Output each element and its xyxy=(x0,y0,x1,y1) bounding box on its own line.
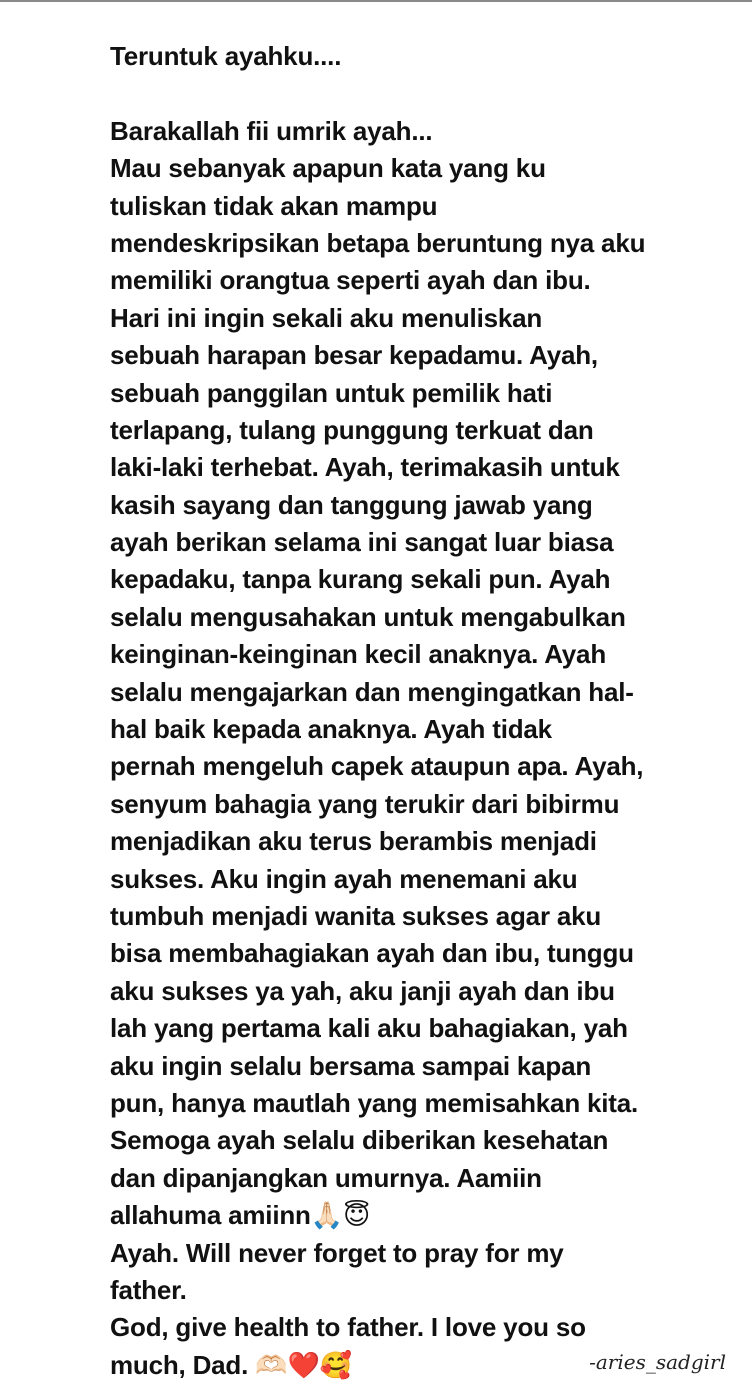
amin-text: allahuma amiinn xyxy=(110,1200,311,1231)
note-line: menjadikan aku terus berambis menjadi xyxy=(110,826,597,857)
note-line: laki-laki terhebat. Ayah, terimakasih untuk xyxy=(110,452,620,483)
top-divider xyxy=(0,0,752,2)
note-line: Barakallah fii umrik ayah... xyxy=(110,115,433,146)
closing-line: God, give health to father. I love you so xyxy=(110,1312,586,1343)
note-line: tuliskan tidak akan mampu xyxy=(110,190,438,221)
note-line: pun, hanya mautlah yang memisahkan kita. xyxy=(110,1087,639,1118)
note-line: pernah mengeluh capek ataupun apa. Ayah, xyxy=(110,751,644,782)
last-text: much, Dad. xyxy=(110,1349,256,1380)
note-line: lah yang pertama kali aku bahagiakan, yah xyxy=(110,1013,628,1044)
note-line: memiliki orangtua seperti ayah dan ibu. xyxy=(110,265,591,296)
author-signature: -aries_sadgirl xyxy=(589,1350,726,1374)
note-line: bisa membahagiakan ayah dan ibu, tunggu xyxy=(110,938,634,969)
note-line: kasih sayang dan tanggung jawab yang xyxy=(110,489,593,520)
amin-line xyxy=(110,1197,710,1234)
blank-line xyxy=(110,75,710,112)
note-line: terlapang, tulang punggung terkuat dan xyxy=(110,414,594,445)
note-line: senyum bahagia yang terukir dari bibirmu xyxy=(110,788,620,819)
closing-line: father. xyxy=(110,1274,187,1305)
note-body xyxy=(110,38,710,1384)
note-line: hal baik kepada anaknya. Ayah tidak xyxy=(110,714,552,745)
heart-hands-heart-smiling-emoji-icon: 🫶🏻❤️🥰 xyxy=(255,1349,353,1380)
note-line: ayah berikan selama ini sangat luar biasa xyxy=(110,527,614,558)
praying-hands-angel-emoji-icon: 🙏🏻😇 xyxy=(310,1200,371,1231)
note-line: sukses. Aku ingin ayah menemani aku xyxy=(110,863,578,894)
note-line: Hari ini ingin sekali aku menuliskan xyxy=(110,302,543,333)
note-line: selalu mengajarkan dan mengingatkan hal- xyxy=(110,676,634,707)
note-line: dan dipanjangkan umurnya. Aamiin xyxy=(110,1162,542,1193)
note-title: Teruntuk ayahku.... xyxy=(110,41,342,71)
note-line: mendeskripsikan betapa beruntung nya aku xyxy=(110,227,646,258)
closing-line: Ayah. Will never forget to pray for my xyxy=(110,1237,564,1268)
note-line: Mau sebanyak apapun kata yang ku xyxy=(110,153,546,184)
note-line: kepadaku, tanpa kurang sekali pun. Ayah xyxy=(110,564,611,595)
note-line: sebuah panggilan untuk pemilik hati xyxy=(110,377,553,408)
note-line: selalu mengusahakan untuk mengabulkan xyxy=(110,601,626,632)
note-line: Semoga ayah selalu diberikan kesehatan xyxy=(110,1125,609,1156)
note-line: aku ingin selalu bersama sampai kapan xyxy=(110,1050,592,1081)
note-line: keinginan-keinginan kecil anaknya. Ayah xyxy=(110,639,607,670)
note-line: sebuah harapan besar kepadamu. Ayah, xyxy=(110,340,598,371)
note-line: aku sukses ya yah, aku janji ayah dan ibu xyxy=(110,975,615,1006)
note-line: tumbuh menjadi wanita sukses agar aku xyxy=(110,900,602,931)
